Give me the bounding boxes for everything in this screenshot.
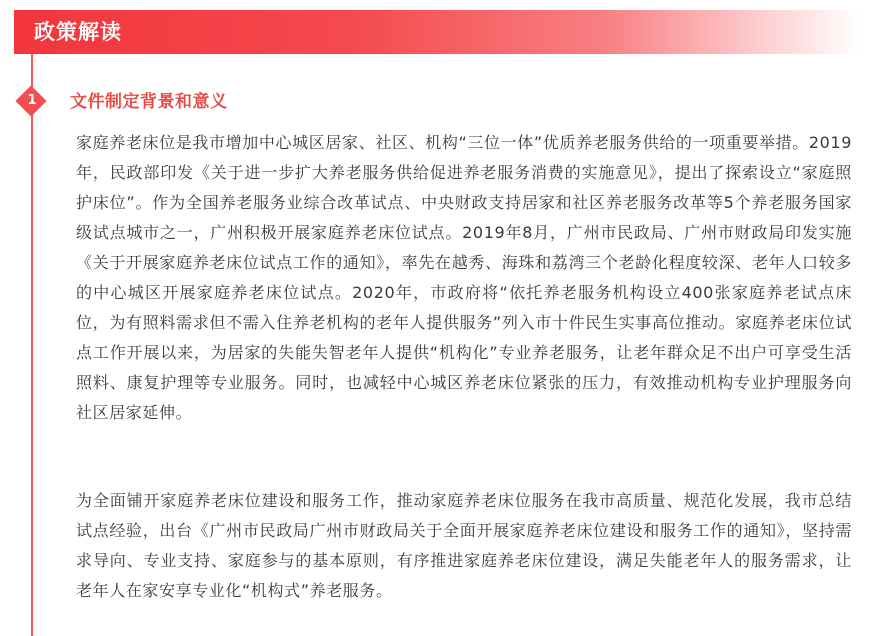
header-banner — [14, 10, 860, 54]
page-title: 政策解读 — [34, 20, 122, 44]
body-paragraph-1: 家庭养老床位是我市增加中心城区居家、社区、机构“三位一体”优质养老服务供给的一项重要举措。2019年，民政部印发《关于进一步扩大养老服务供给促进养老服务消费的实施意见》，提出了探索设立“家庭照护床位”。作为全国养老服务业综合改革试点、中央财政支持居家和社区养老服务改革等5个养老服务国家级试点城市之一，广州积极开展家庭养老床位试点。2019年8月，广州市民政局、广州市财政局印发实施《关于开展家庭养老床位试点工作的通知》，率先在越秀、海珠和荔湾三个老龄化程度较深、老年人口较多的中心城区开展家庭养老床位试点。2020年，市政府将“依托养老服务机构设立400张家庭养老试点床位，为有照料需求但不需入住养老机构的老年人提供服务”列入市十件民生实事高位推动。家庭养老床位试点工作开展以来，为居家的失能失智老年人提供“机构化”专业养老服务，让老年群众足不出户可享受生活照料、康复护理等专业服务。同时，也减轻中心城区养老床位紧张的压力，有效推动机构专业护理服务向社区居家延伸。 — [76, 133, 852, 422]
body-paragraph-2: 为全面铺开家庭养老床位建设和服务工作，推动家庭养老床位服务在我市高质量、规范化发展，我市总结试点经验，出台《广州市民政局广州市财政局关于全面开展家庭养老床位建设和服务工作的通知》，坚持需求导向、专业支持、家庭参与的基本原则，有序推进家庭养老床位建设，满足失能老年人的服务需求，让老年人在家安享专业化“机构式”养老服务。 — [76, 491, 852, 600]
timeline-line — [31, 54, 33, 636]
section-title: 文件制定背景和意义 — [70, 92, 228, 112]
step-number: 1 — [27, 93, 37, 108]
